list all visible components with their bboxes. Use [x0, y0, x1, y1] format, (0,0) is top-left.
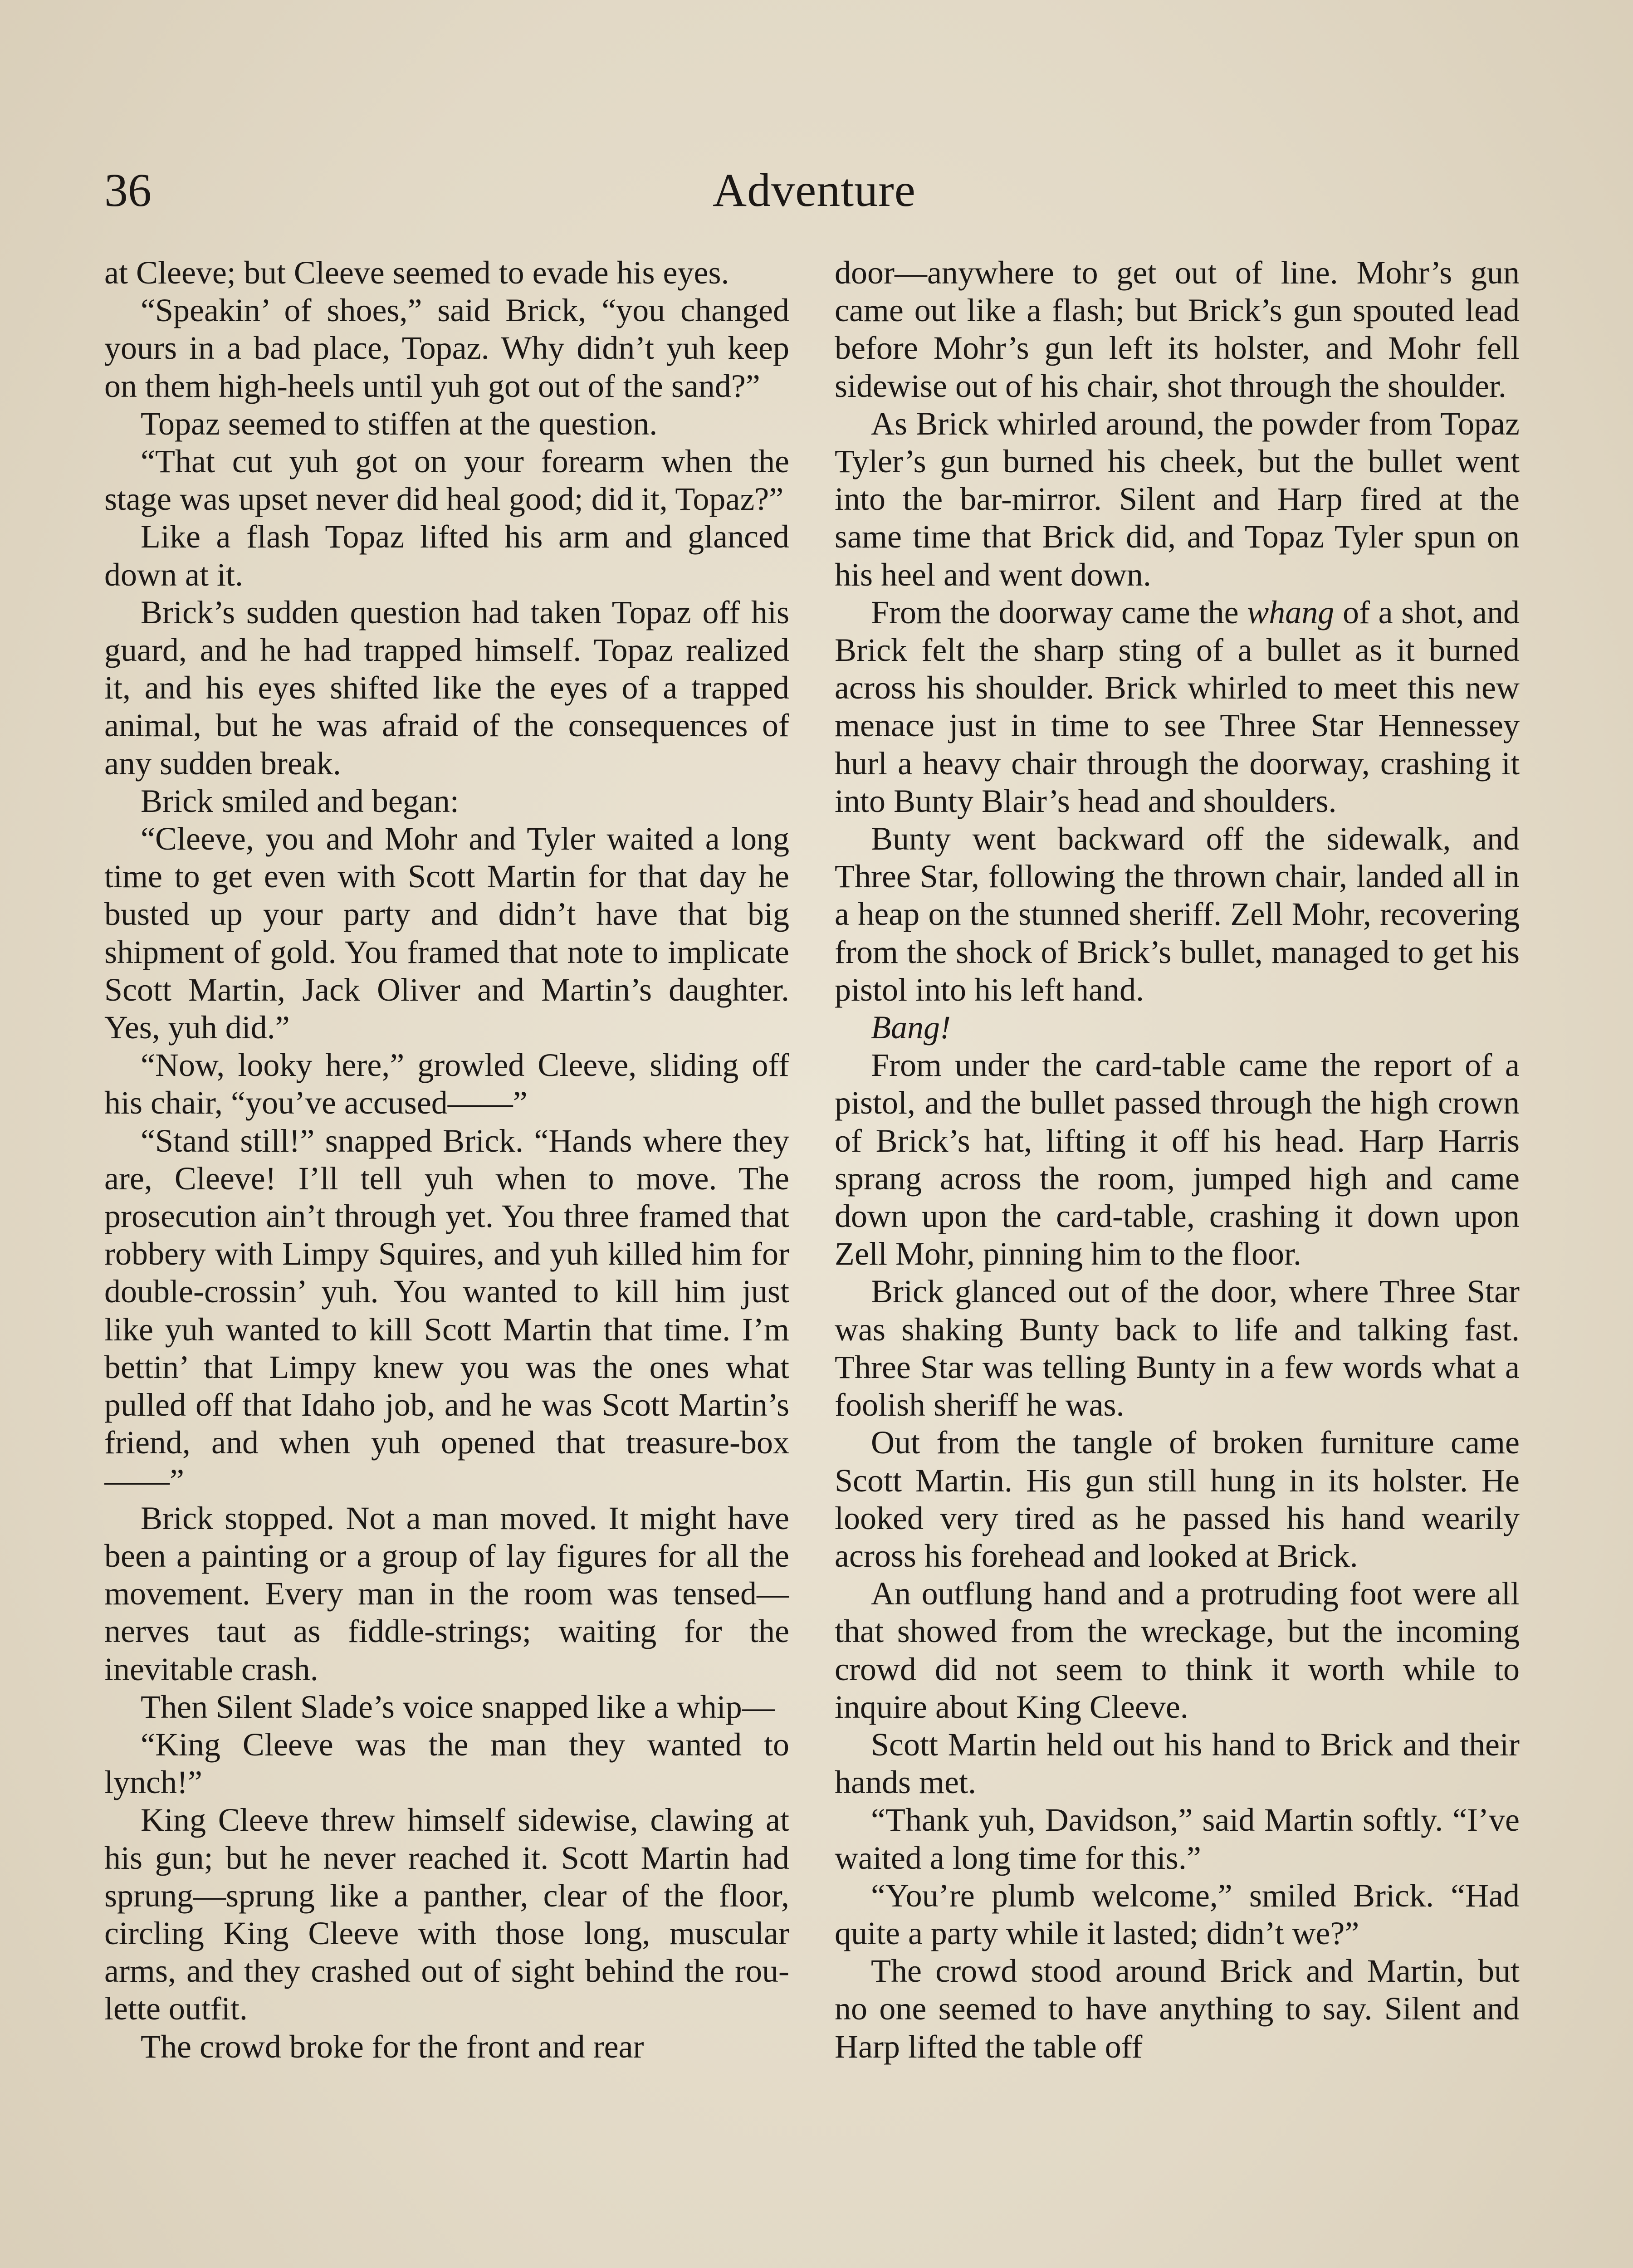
right-column	[835, 254, 1520, 2268]
paragraph: Brick glanced out of the door, where Three Star was shaking Bunty back to life and talking fast. Three Star was telling Bunty in a few words what a foolish sheriff he was.	[835, 1273, 1520, 1423]
text-run: of a shot, and Brick felt the sharp sting of a bullet as it burned across his shoulder. Brick whirled to meet this new menace just in time to see Three Star Hennessey hurl a heavy chair through the doorway, crashing it into Bunty Blair’s head and shoulders.	[835, 594, 1520, 819]
paragraph: “You’re plumb welcome,” smiled Brick. “Had quite a party while it lasted; didn’t we?”	[835, 1877, 1520, 1951]
paragraph	[835, 594, 1520, 820]
paragraph: Bunty went backward off the sidewalk, and Three Star, following the thrown chair, landed all in a heap on the stunned sheriff. Zell Mohr, recovering from the shock of Brick’s bullet, managed to get his pistol into his left hand.	[835, 821, 1520, 1008]
paragraph: King Cleeve threw himself sidewise, clawing at his gun; but he never reached it. Scott Martin had sprung—sprung like a panther, clear of the floor, circling King Cleeve with those long, muscular arms, and they crashed out of sight behind the roulette outfit.	[104, 1802, 789, 2027]
paragraph: “Stand still!” snapped Brick. “Hands where they are, Cleeve! I’ll tell yuh when to move. The prosecution ain’t through yet. You three framed that robbery with Limpy Squires, and yuh killed him for double-crossin’ yuh. You wanted to kill him just like yuh wanted to kill Scott Martin that time. I’m bettin’ that Limpy knew you was the ones what pulled off that Idaho job, and he was Scott Martin’s friend, and when yuh opened that treasure-box——”	[104, 1122, 789, 1499]
paragraph: Out from the tangle of broken furniture came Scott Martin. His gun still hung in its holster. He looked very tired as he passed his hand wearily across his forehead and looked at Brick.	[835, 1424, 1520, 1574]
paragraph: As Brick whirled around, the powder from Topaz Tyler’s gun burned his cheek, but the bullet went into the bar-mirror. Silent and Harp fired at the same time that Brick did, and Topaz Tyler spun on his heel and went down.	[835, 405, 1520, 593]
paragraph: Then Silent Slade’s voice snapped like a whip—	[141, 1688, 775, 1725]
paragraph: The crowd broke for the front and rear	[141, 2028, 644, 2065]
paragraph: door—anywhere to get out of line. Mohr’s gun came out like a flash; but Brick’s gun spouted lead before Mohr’s gun left its holster, and Mohr fell sidewise out of his chair, shot through the shoulder.	[835, 254, 1520, 404]
paragraph: Brick smiled and began:	[141, 782, 459, 819]
paragraph: Like a flash Topaz lifted his arm and glanced down at it.	[104, 518, 789, 593]
text-run: From the doorway came the	[871, 594, 1247, 631]
paragraph: Brick stopped. Not a man moved. It might have been a painting or a group of lay figures for all the movement. Every man in the room was tensed—nerves taut as fiddle-strings; waiting for the inevitable crash.	[104, 1500, 789, 1687]
page-header	[104, 156, 1524, 225]
paragraph: “King Cleeve was the man they wanted to lynch!”	[104, 1726, 789, 1801]
page-number: 36	[104, 164, 152, 216]
paragraph: From under the card-table came the report of a pistol, and the bullet passed through the high crown of Brick’s hat, lifting it off his head. Harp Harris sprang across the room, jumped high and came down upon the card-table, crashing it down upon Zell Mohr, pinning him to the floor.	[835, 1047, 1520, 1272]
paragraph: at Cleeve; but Cleeve seemed to evade his eyes.	[104, 254, 729, 291]
paragraph	[835, 1009, 1520, 1046]
paragraph: Brick’s sudden question had taken Topaz off his guard, and he had trapped himself. Topaz realized it, and his eyes shifted like the eyes of a trapped animal, but he was afraid of the consequences of any sudden break.	[104, 594, 789, 782]
paragraph: “Now, looky here,” growled Cleeve, sliding off his chair, “you’ve accused——”	[104, 1047, 789, 1121]
running-title: Adventure	[713, 164, 916, 216]
paragraph: “Speakin’ of shoes,” said Brick, “you changed yours in a bad place, Topaz. Why didn’t yuh keep on them high-heels until yuh got out of the sand?”	[104, 292, 789, 404]
paragraph: The crowd stood around Brick and Martin, but no one seemed to have anything to say. Silent and Harp lifted the table off	[835, 1953, 1520, 2065]
italic-exclamation: Bang!	[871, 1009, 951, 1046]
paragraph: Topaz seemed to stiffen at the question.	[141, 405, 658, 442]
paragraph: “That cut yuh got on your forearm when the stage was upset never did heal good; did it, Topaz?”	[104, 443, 789, 518]
paragraph: An outflung hand and a protruding foot were all that showed from the wreckage, but the incoming crowd did not seem to think it worth while to inquire about King Cleeve.	[835, 1575, 1520, 1725]
left-column	[104, 254, 789, 2268]
text-columns	[104, 254, 1524, 2268]
paragraph: “Cleeve, you and Mohr and Tyler waited a long time to get even with Scott Martin for that day he busted up your party and didn’t have that big shipment of gold. You framed that note to implicate Scott Martin, Jack Oliver and Martin’s daughter. Yes, yuh did.”	[104, 821, 789, 1046]
italic-word: whang	[1247, 594, 1335, 631]
paragraph: Scott Martin held out his hand to Brick and their hands met.	[835, 1726, 1520, 1801]
paragraph: “Thank yuh, Davidson,” said Martin softly. “I’ve waited a long time for this.”	[835, 1802, 1520, 1876]
